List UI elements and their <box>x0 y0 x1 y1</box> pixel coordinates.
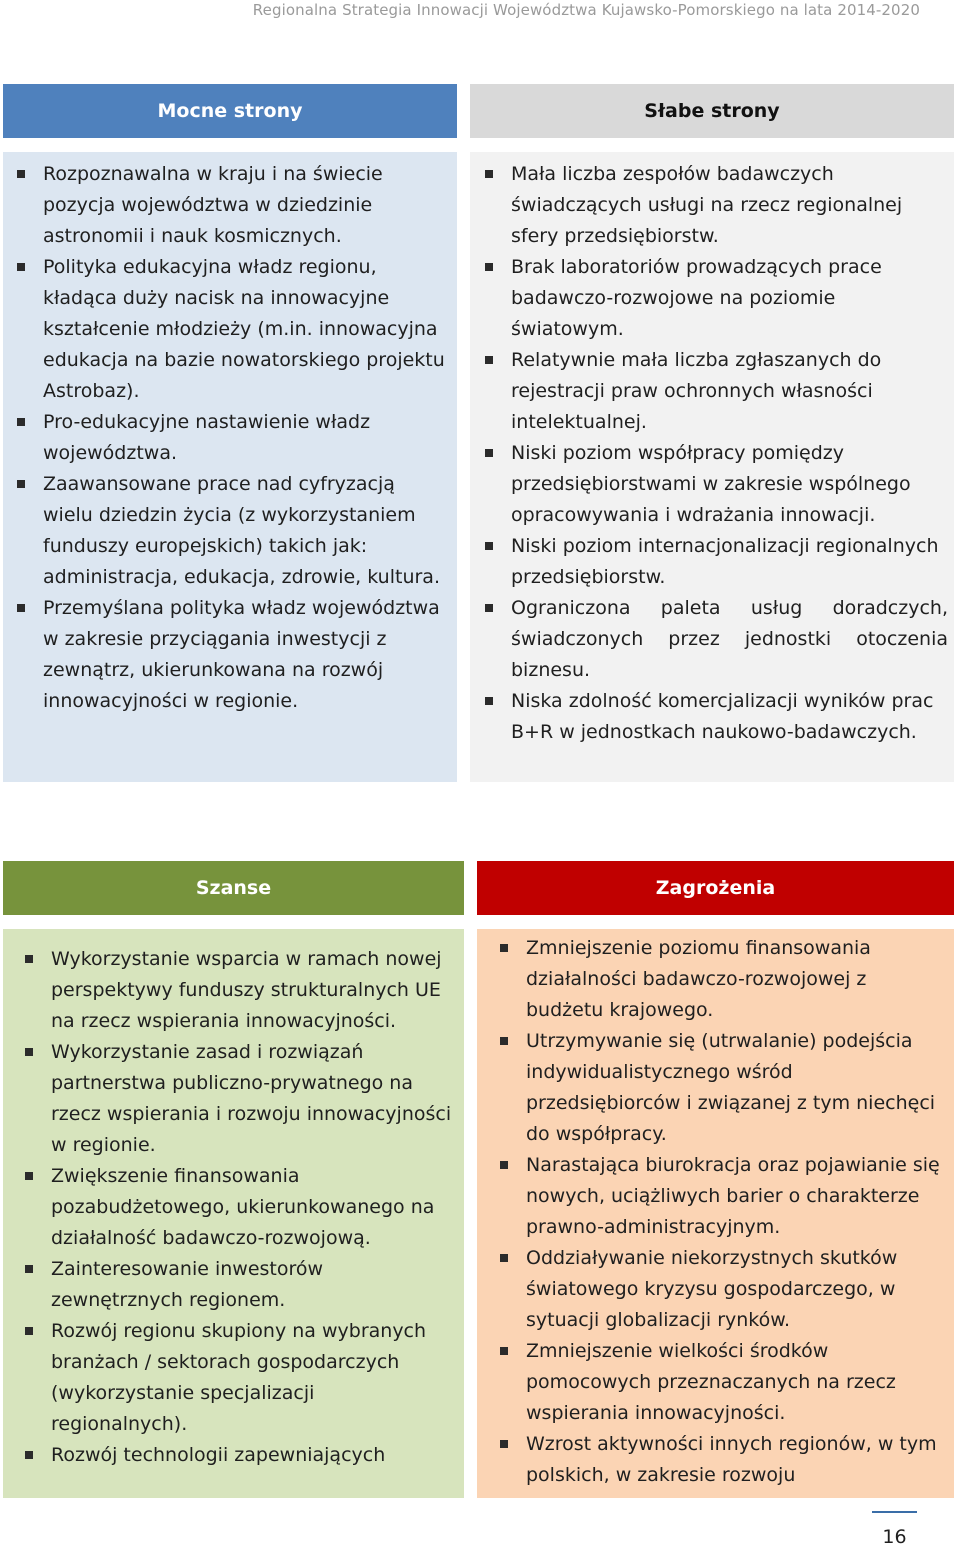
list-item: Rozwój regionu skupiony na wybranych branżach / sektorach gospodarczych (wykorzystanie specjalizacji regionalnych). <box>51 1316 452 1440</box>
list-item: Wzrost aktywności innych regionów, w tym polskich, w zakresie rozwoju <box>526 1429 946 1491</box>
list-item: Narastająca biurokracja oraz pojawianie się nowych, uciążliwych barier o charakterze prawno-administracyjnym. <box>526 1150 946 1243</box>
threats-list <box>526 933 946 1491</box>
strengths-box <box>3 152 457 782</box>
weaknesses-title: Słabe strony <box>644 100 780 122</box>
page-number-rule <box>872 1511 917 1513</box>
list-item: Zmniejszenie wielkości środków pomocowych przeznaczanych na rzecz wspierania innowacyjności. <box>526 1336 946 1429</box>
running-header: Regionalna Strategia Innowacji Województwa Kujawsko-Pomorskiego na lata 2014-2020 <box>252 1 920 19</box>
list-item: Rozwój technologii zapewniających <box>51 1440 452 1471</box>
list-item: Rozpoznawalna w kraju i na świecie pozycja województwa w dziedzinie astronomii i nauk kosmicznych. <box>43 159 447 252</box>
list-item: Zmniejszenie poziomu finansowania działalności badawczo-rozwojowej z budżetu krajowego. <box>526 933 946 1026</box>
list-item: Utrzymywanie się (utrwalanie) podejścia indywidualistycznego wśród przedsiębiorców i związanej z tym niechęci do współpracy. <box>526 1026 946 1150</box>
list-item: Ograniczona paleta usług doradczych, świadczonych przez jednostki otoczenia biznesu. <box>511 593 948 686</box>
list-item: Brak laboratoriów prowadzących prace badawczo-rozwojowe na poziomie światowym. <box>511 252 948 345</box>
strengths-list <box>43 159 447 717</box>
list-item: Wykorzystanie zasad i rozwiązań partnerstwa publiczno-prywatnego na rzecz wspierania i rozwoju innowacyjności w regionie. <box>51 1037 452 1161</box>
weaknesses-header <box>470 84 954 138</box>
list-item: Polityka edukacyjna władz regionu, kładąca duży nacisk na innowacyjne kształcenie młodzieży (m.in. innowacyjna edukacja na bazie nowatorskiego projektu Astrobaz). <box>43 252 447 407</box>
list-item: Wykorzystanie wsparcia w ramach nowej perspektywy funduszy strukturalnych UE na rzecz wspierania innowacyjności. <box>51 944 452 1037</box>
list-item: Relatywnie mała liczba zgłaszanych do rejestracji praw ochronnych własności intelektualnej. <box>511 345 948 438</box>
page-number: 16 <box>882 1526 907 1548</box>
list-item: Zainteresowanie inwestorów zewnętrznych regionem. <box>51 1254 452 1316</box>
opportunities-header <box>3 861 464 915</box>
list-item: Mała liczba zespołów badawczych świadczących usługi na rzecz regionalnej sfery przedsiębiorstw. <box>511 159 948 252</box>
threats-title: Zagrożenia <box>655 877 776 899</box>
weaknesses-list <box>511 159 948 748</box>
opportunities-title: Szanse <box>195 877 272 899</box>
opportunities-box <box>3 929 464 1498</box>
strengths-title: Mocne strony <box>157 100 303 122</box>
list-item: Niski poziom internacjonalizacji regionalnych przedsiębiorstw. <box>511 531 948 593</box>
weaknesses-box <box>470 152 954 782</box>
threats-box <box>477 929 954 1498</box>
list-item: Oddziaływanie niekorzystnych skutków światowego kryzysu gospodarczego, w sytuacji globalizacji rynków. <box>526 1243 946 1336</box>
threats-header <box>477 861 954 915</box>
list-item: Przemyślana polityka władz województwa w zakresie przyciągania inwestycji z zewnątrz, ukierunkowana na rozwój innowacyjności w regionie. <box>43 593 447 717</box>
list-item: Pro-edukacyjne nastawienie władz województwa. <box>43 407 447 469</box>
list-item: Zwiększenie finansowania pozabudżetowego, ukierunkowanego na działalność badawczo-rozwojową. <box>51 1161 452 1254</box>
list-item: Niska zdolność komercjalizacji wyników prac B+R w jednostkach naukowo-badawczych. <box>511 686 948 748</box>
list-item: Zaawansowane prace nad cyfryzacją wielu dziedzin życia (z wykorzystaniem funduszy europejskich) takich jak: administracja, edukacja, zdrowie, kultura. <box>43 469 447 593</box>
list-item: Niski poziom współpracy pomiędzy przedsiębiorstwami w zakresie wspólnego opracowywania i wdrażania innowacji. <box>511 438 948 531</box>
strengths-header <box>3 84 457 138</box>
opportunities-list <box>51 944 452 1471</box>
